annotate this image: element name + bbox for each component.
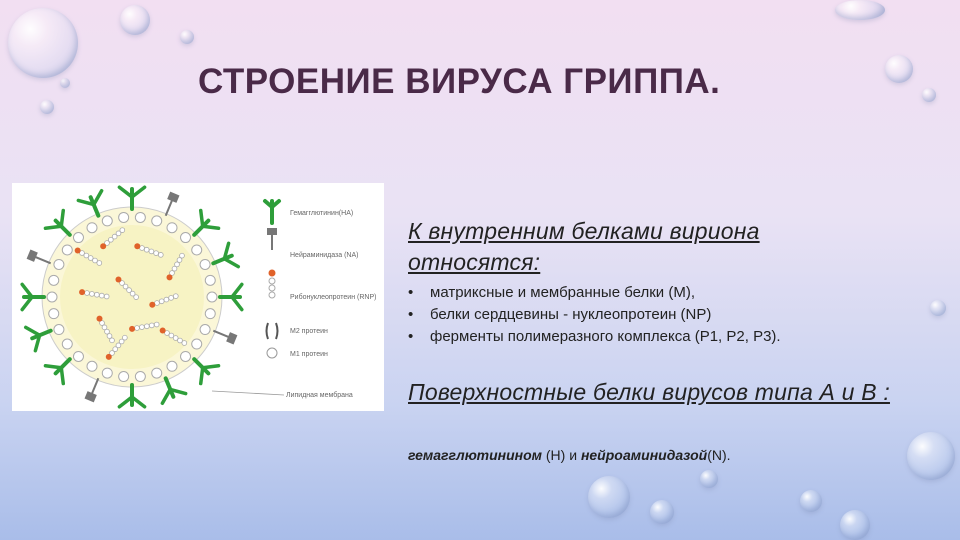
rnp-segment bbox=[90, 291, 95, 296]
water-drop bbox=[120, 5, 150, 35]
m1-protein bbox=[62, 339, 72, 349]
virion-core bbox=[60, 225, 204, 369]
rnp-polymerase bbox=[100, 243, 106, 249]
term-hemagglutinin: гемагглютинином bbox=[408, 447, 542, 463]
rnp-segment bbox=[97, 261, 102, 266]
m1-protein bbox=[200, 325, 210, 335]
surface-proteins-text bbox=[408, 447, 731, 463]
m1-protein bbox=[102, 368, 112, 378]
m1-protein bbox=[87, 361, 97, 371]
rnp-segment bbox=[164, 297, 169, 302]
water-drop bbox=[840, 510, 870, 540]
ha-branch bbox=[61, 210, 63, 226]
m1-protein bbox=[49, 309, 59, 319]
rnp-segment bbox=[158, 252, 163, 257]
water-drop bbox=[835, 0, 885, 20]
legend-na-label: Нейраминидаза (NA) bbox=[290, 252, 359, 259]
water-drop bbox=[700, 470, 718, 488]
virion bbox=[22, 187, 242, 407]
ha-branch bbox=[224, 259, 238, 267]
water-drop bbox=[650, 500, 674, 524]
rnp-polymerase bbox=[129, 326, 135, 332]
legend-rnp-label: Рибонуклеопротеин (RNP) bbox=[290, 294, 377, 301]
lipid-pointer bbox=[212, 391, 284, 395]
rnp-polymerase bbox=[79, 289, 85, 295]
m1-protein bbox=[152, 216, 162, 226]
m1-protein bbox=[119, 212, 129, 222]
m1-protein bbox=[54, 259, 64, 269]
rnp-polymerase bbox=[106, 354, 112, 360]
conjunction: и bbox=[569, 447, 578, 463]
ha-branch bbox=[61, 368, 63, 384]
rnp-segment bbox=[182, 341, 187, 346]
legend-m2-icon bbox=[267, 323, 278, 339]
rnp-segment bbox=[134, 295, 139, 300]
abbr-h: (Н) bbox=[545, 447, 566, 463]
water-drop bbox=[60, 78, 70, 88]
rnp-polymerase bbox=[160, 328, 166, 334]
abbr-n: (N). bbox=[707, 447, 731, 463]
na-head bbox=[167, 192, 179, 203]
rnp-polymerase bbox=[134, 243, 140, 249]
m1-protein bbox=[62, 245, 72, 255]
rnp-polymerase bbox=[167, 274, 173, 280]
legend-lipid-label: Липидная мембрана bbox=[286, 392, 353, 399]
na-head bbox=[27, 250, 38, 262]
legend-rnp-icon bbox=[269, 270, 276, 299]
rnp-segment bbox=[173, 294, 178, 299]
m1-protein bbox=[119, 372, 129, 382]
rnp-segment bbox=[110, 338, 115, 343]
internal-proteins-heading: К внутренним белками вириона относятся: bbox=[408, 218, 760, 275]
water-drop bbox=[40, 100, 54, 114]
slide-title: СТРОЕНИЕ ВИРУСА ГРИППА. bbox=[198, 62, 721, 101]
rnp-segment bbox=[144, 247, 149, 252]
list-item-text: белки сердцевины - нуклеопротеин (NP) bbox=[430, 306, 712, 323]
virus-diagram bbox=[12, 183, 384, 411]
rnp-segment bbox=[159, 299, 164, 304]
water-drop bbox=[180, 30, 194, 44]
m1-protein bbox=[167, 361, 177, 371]
legend-ha-label: Гемагглютинин(HA) bbox=[290, 210, 354, 217]
water-drop bbox=[8, 8, 78, 78]
ha-branch bbox=[45, 366, 61, 368]
term-neuraminidase: нейроаминидазой bbox=[580, 447, 708, 463]
legend-m1-label: M1 протеин bbox=[290, 351, 328, 358]
rnp-polymerase bbox=[97, 316, 103, 322]
rnp-segment bbox=[135, 326, 140, 331]
ha-branch bbox=[94, 191, 102, 205]
ha-branch bbox=[45, 226, 61, 228]
internal-proteins-list bbox=[408, 282, 781, 348]
virus-structure-figure bbox=[12, 183, 384, 411]
list-item bbox=[408, 304, 781, 326]
rnp-segment bbox=[104, 294, 109, 299]
rnp-segment bbox=[149, 249, 154, 254]
rnp-segment bbox=[149, 323, 154, 328]
ha-branch bbox=[201, 368, 203, 384]
rnp-segment bbox=[122, 335, 127, 340]
m1-protein bbox=[47, 292, 57, 302]
rnp-polymerase bbox=[75, 248, 81, 254]
rnp-segment bbox=[140, 246, 145, 251]
rnp-polymerase bbox=[149, 302, 155, 308]
rnp-segment bbox=[169, 295, 174, 300]
m1-protein bbox=[181, 351, 191, 361]
water-drop bbox=[800, 490, 822, 512]
rnp-segment bbox=[180, 253, 185, 258]
bullet-icon: • bbox=[408, 306, 414, 323]
m1-protein bbox=[192, 339, 202, 349]
m1-protein bbox=[207, 292, 217, 302]
surface-proteins-heading: Поверхностные белки вирусов типа А и В : bbox=[408, 379, 890, 405]
m1-protein bbox=[73, 351, 83, 361]
list-item bbox=[408, 282, 781, 304]
rnp-polymerase bbox=[115, 276, 121, 282]
m1-protein bbox=[181, 233, 191, 243]
ha-branch bbox=[203, 226, 219, 228]
m1-protein bbox=[102, 216, 112, 226]
na-head bbox=[226, 332, 237, 344]
rnp-segment bbox=[94, 292, 99, 297]
water-drop bbox=[930, 300, 946, 316]
water-drop bbox=[922, 88, 936, 102]
list-item bbox=[408, 326, 781, 348]
rnp-segment bbox=[154, 322, 159, 327]
legend-m1-icon bbox=[267, 348, 277, 358]
na-head bbox=[85, 391, 97, 402]
list-item-text: матриксные и мембранные белки (М), bbox=[430, 284, 695, 301]
m1-protein bbox=[135, 372, 145, 382]
list-item-text: ферменты полимеразного комплекса (Р1, Р2, Р3). bbox=[430, 328, 781, 345]
bullet-icon: • bbox=[408, 284, 414, 301]
rnp-segment bbox=[99, 293, 104, 298]
rnp-segment bbox=[155, 301, 160, 306]
m1-protein bbox=[54, 325, 64, 335]
legend-m2-label: M2 протеин bbox=[290, 328, 328, 335]
rnp-segment bbox=[144, 324, 149, 329]
legend-ha-icon bbox=[265, 201, 279, 223]
m1-protein bbox=[200, 259, 210, 269]
bullet-icon: • bbox=[408, 328, 414, 345]
ha-branch bbox=[162, 389, 170, 403]
m1-protein bbox=[135, 212, 145, 222]
m1-protein bbox=[205, 275, 215, 285]
rnp-segment bbox=[154, 251, 159, 256]
m1-protein bbox=[73, 233, 83, 243]
m1-protein bbox=[87, 223, 97, 233]
water-drop bbox=[907, 432, 955, 480]
m1-protein bbox=[192, 245, 202, 255]
ha-branch bbox=[26, 327, 40, 335]
legend-na-icon bbox=[267, 228, 277, 250]
m1-protein bbox=[205, 309, 215, 319]
rnp-segment bbox=[85, 291, 90, 296]
water-drop bbox=[885, 55, 913, 83]
rnp-segment bbox=[140, 325, 145, 330]
rnp-segment bbox=[120, 228, 125, 233]
m1-protein bbox=[152, 368, 162, 378]
ha-branch bbox=[203, 366, 219, 368]
water-drop bbox=[588, 476, 630, 518]
m1-protein bbox=[167, 223, 177, 233]
ha-branch bbox=[201, 210, 203, 226]
m1-protein bbox=[49, 275, 59, 285]
